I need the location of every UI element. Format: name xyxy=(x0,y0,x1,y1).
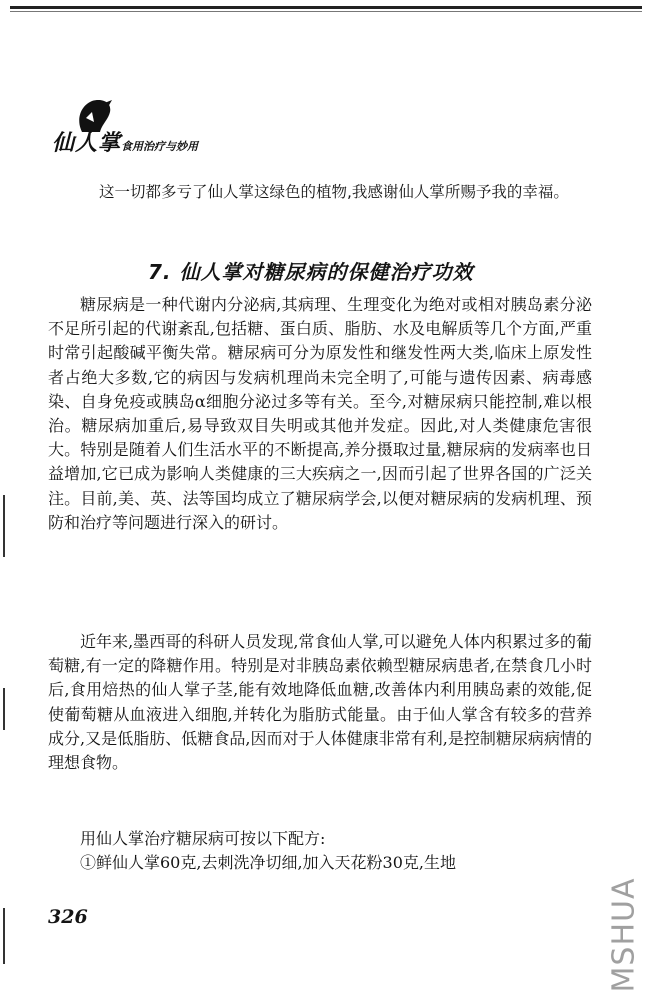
logo-subtitle: 食用治疗与妙用 xyxy=(121,140,199,153)
top-rule xyxy=(10,6,642,9)
logo-title: 仙人掌食用治疗与妙用 xyxy=(52,130,199,156)
top-rule-thin xyxy=(10,11,642,12)
scan-edge-mark xyxy=(3,908,5,964)
section-heading: 7. 仙人掌对糖尿病的保健治疗功效 xyxy=(148,260,474,284)
scan-edge-mark xyxy=(3,495,5,557)
body-paragraph: 用仙人掌治疗糖尿病可按以下配方: xyxy=(80,829,326,848)
body-paragraph: 糖尿病是一种代谢内分泌病,其病理、生理变化为绝对或相对胰岛素分泌不足所引起的代谢紊乱,包括糖、蛋白质、脂肪、水及电解质等几个方面,严重时常引起酸碱平衡失常。糖尿病可分为原发性和继发性两大类,临床上原发性者占绝大多数,它的病因与发病机理尚未完全明了,可能与遗传因素、病毒感染、自身免疫或胰岛α细胞分泌过多等有关。至今,对糖尿病只能控制,难以根治。糖尿病加重后,易导致双目失明或其他并发症。因此,对人类健康危害很大。特别是随着人们生活水平的不断提高,养分摄取过量,糖尿病的发病率也日益增加,它已成为影响人类健康的三大疾病之一,因而引起了世界各国的广泛关注。目前,美、英、法等国均成立了糖尿病学会,以便对糖尿病的发病机理、预防和治疗等问题进行深入的研讨。 xyxy=(48,295,592,532)
book-logo xyxy=(52,98,232,164)
page-number: 326 xyxy=(48,906,88,928)
scan-edge-mark xyxy=(3,688,5,730)
body-paragraph: 近年来,墨西哥的科研人员发现,常食仙人掌,可以避免人体内积累过多的葡萄糖,有一定的降糖作用。特别是对非胰岛素依赖型糖尿病患者,在禁食几小时后,食用焙热的仙人掌子茎,能有效地降低血糖,改善体内利用胰岛素的效能,促使葡萄糖从血液进入细胞,并转化为脂肪式能量。由于仙人掌含有较多的营养成分,又是低脂肪、低糖食品,因而对于人体健康非常有利,是控制糖尿病病情的理想食物。 xyxy=(48,632,592,773)
watermark xyxy=(596,877,651,993)
watermark-text: MSHUA xyxy=(606,877,642,993)
intro-paragraph: 这一切都多亏了仙人掌这绿色的植物,我感谢仙人掌所赐予我的幸福。 xyxy=(99,183,569,201)
recipe-item: ①鲜仙人掌60克,去刺洗净切细,加入天花粉30克,生地 xyxy=(80,853,456,872)
